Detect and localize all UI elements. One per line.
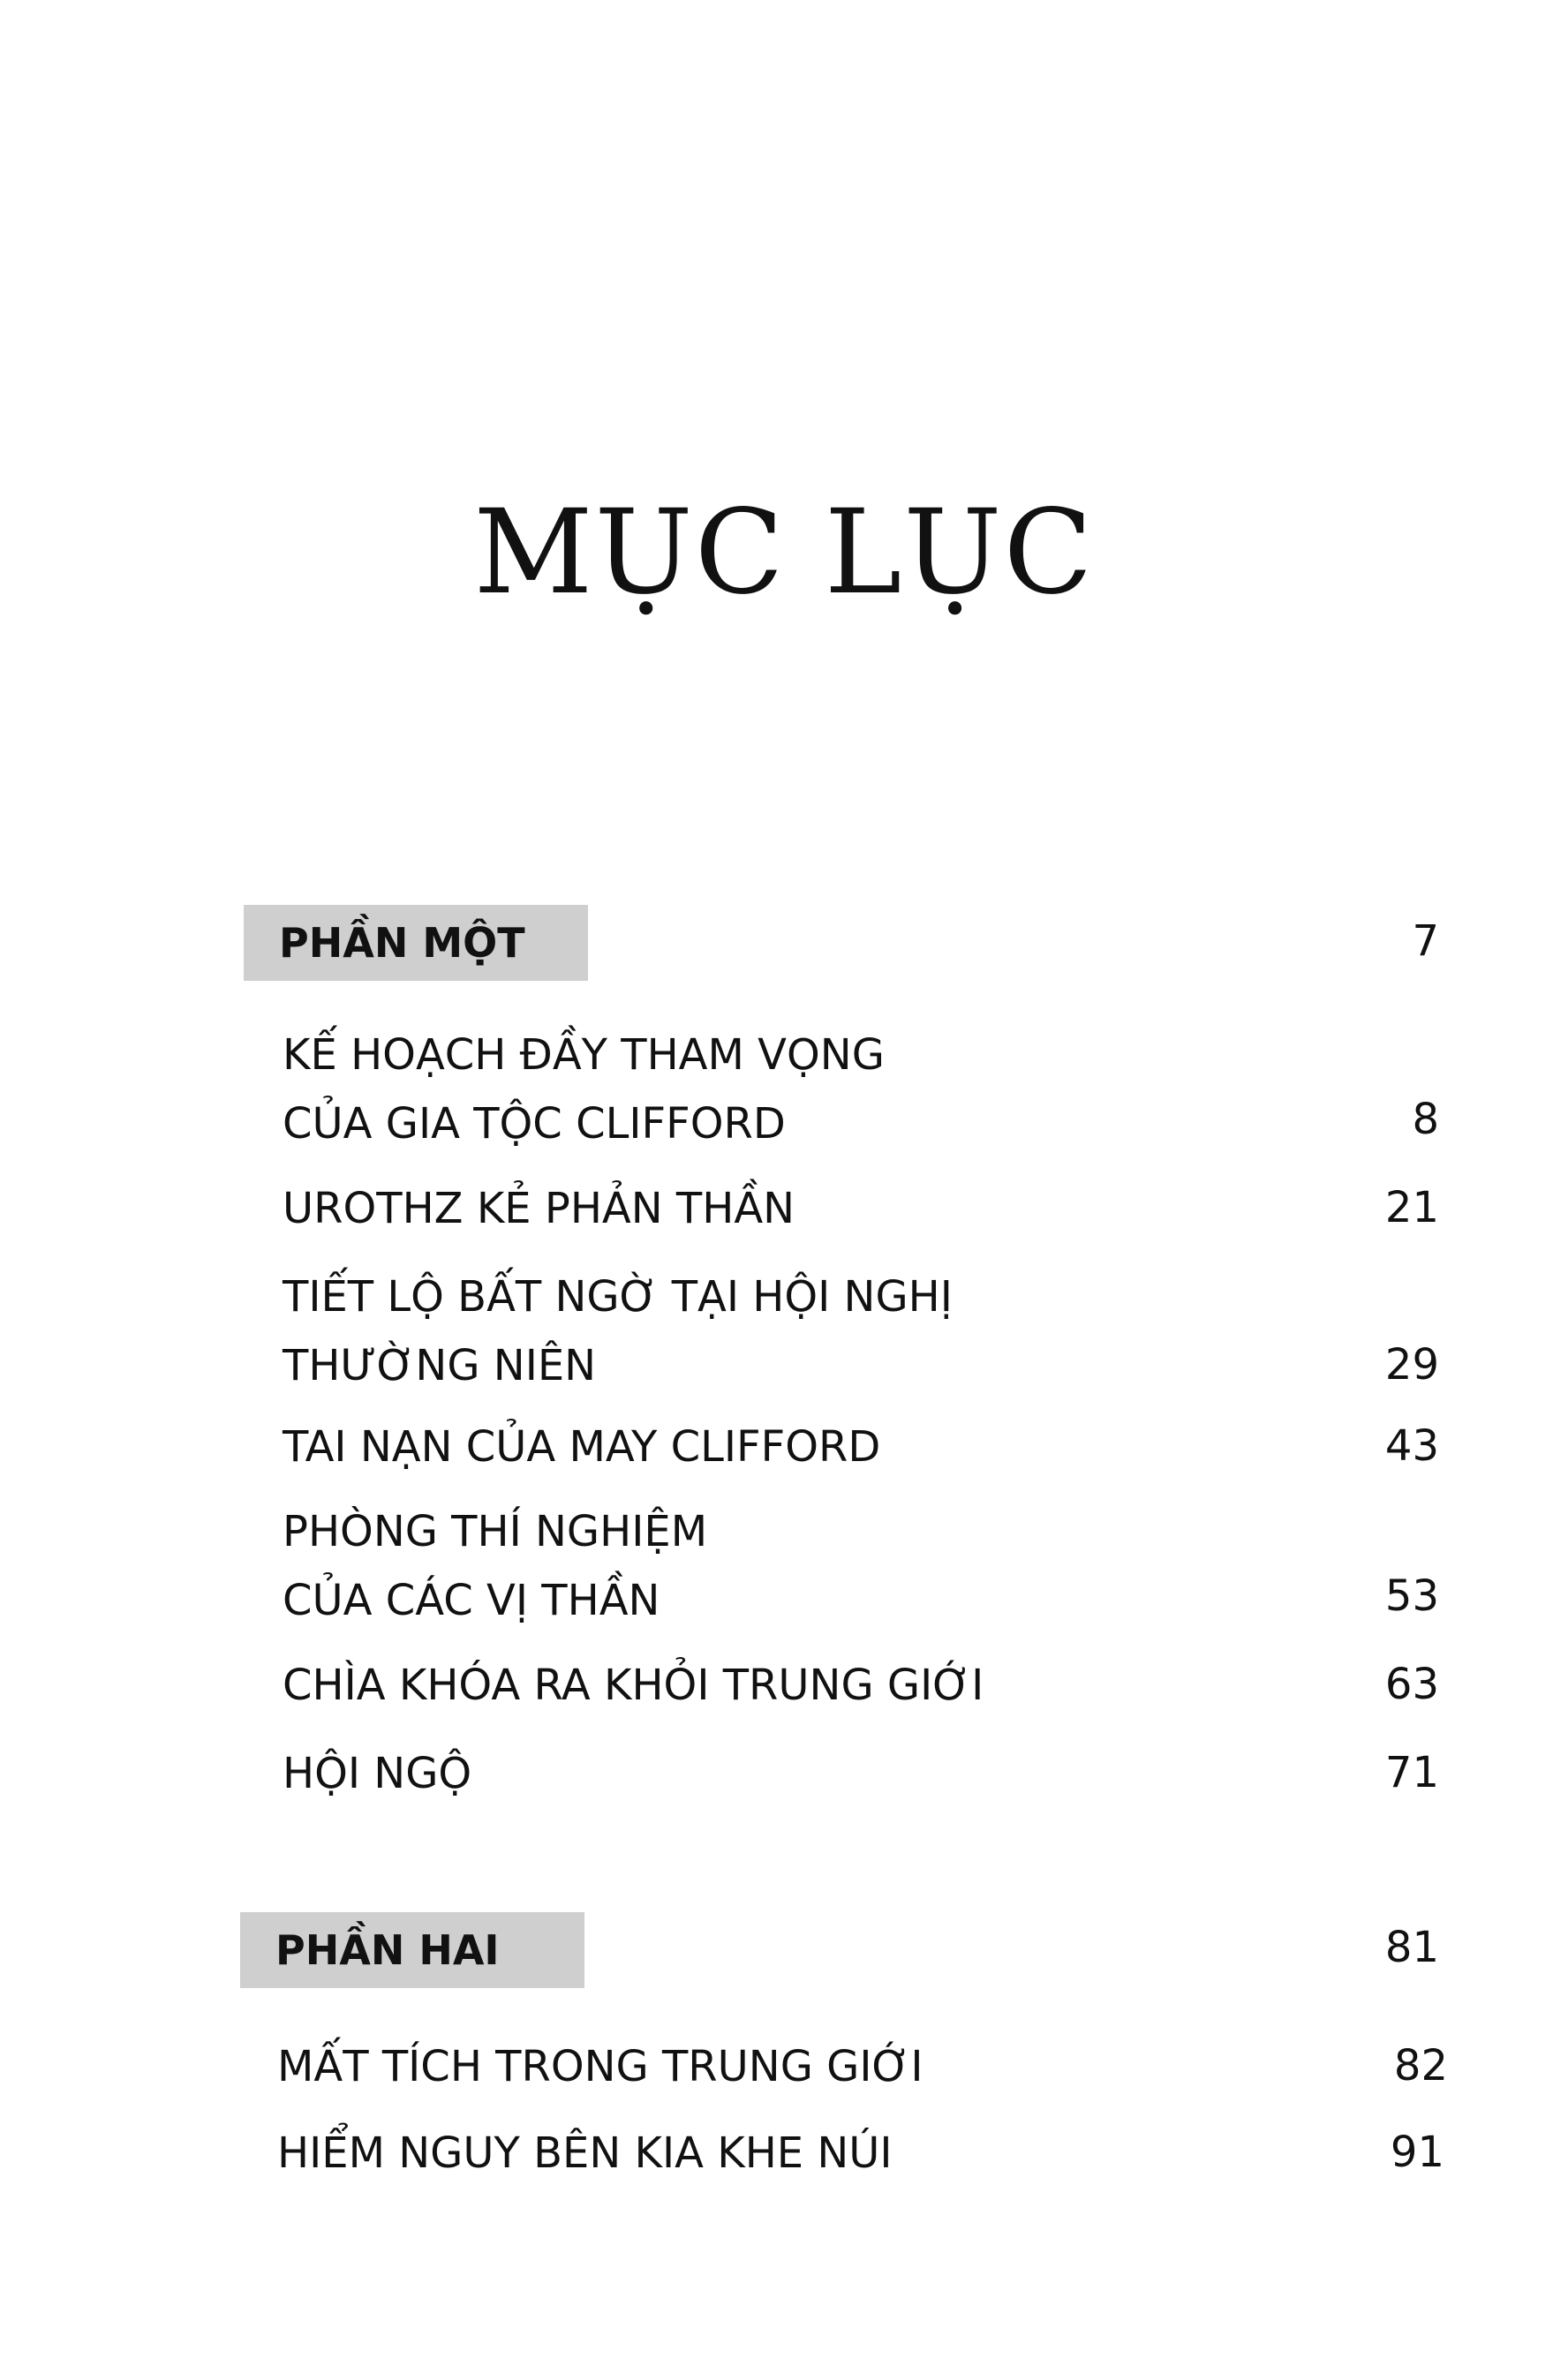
toc-entry-line: UROTHZ KẺ PHẢN THẦN <box>283 1184 795 1233</box>
part-page-number: 81 <box>1384 1923 1439 1972</box>
toc-entry <box>283 1739 1165 1808</box>
toc-page-number: 91 <box>1390 2128 1444 2177</box>
toc-entry-line: TIẾT LỘ BẤT NGỜ TẠI HỘI NGHỊ <box>283 1272 953 1322</box>
toc-entry-line: TAI NẠN CỦA MAY CLIFFORD <box>283 1422 881 1472</box>
toc-entry <box>277 2119 1160 2188</box>
toc-entry-line: THƯỜNG NIÊN <box>283 1341 597 1390</box>
toc-entry-line: KẾ HOẠCH ĐẦY THAM VỌNG <box>283 1030 885 1080</box>
toc-page-number: 8 <box>1412 1095 1439 1144</box>
toc-page-number: 21 <box>1384 1183 1439 1232</box>
toc-entry <box>283 1262 1165 1400</box>
toc-page-number: 71 <box>1384 1748 1439 1797</box>
toc-entry-line: HỘI NGỘ <box>283 1749 472 1798</box>
toc-page-number: 53 <box>1384 1571 1439 1621</box>
toc-entry-line: CỦA GIA TỘC CLIFFORD <box>283 1099 786 1149</box>
toc-entry-line: HIỂM NGUY BÊN KIA KHE NÚI <box>277 2128 893 2178</box>
toc-entry <box>283 1174 1165 1243</box>
toc-entry <box>277 2032 1160 2101</box>
toc-entry <box>283 1412 1165 1481</box>
toc-page-number: 43 <box>1384 1421 1439 1471</box>
part-heading: PHẦN HAI <box>240 1912 584 1988</box>
toc-entry-line: PHÒNG THÍ NGHIỆM <box>283 1507 708 1556</box>
toc-entry <box>283 1651 1165 1720</box>
toc-page-number: 63 <box>1384 1660 1439 1709</box>
part-heading: PHẦN MỘT <box>244 905 588 981</box>
toc-page-number: 29 <box>1384 1340 1439 1390</box>
toc-entry-line: MẤT TÍCH TRONG TRUNG GIỚI <box>277 2042 923 2091</box>
toc-entry <box>283 1497 1165 1635</box>
part-page-number: 7 <box>1412 916 1439 966</box>
toc-entry-line: CHÌA KHÓA RA KHỎI TRUNG GIỚI <box>283 1661 984 1710</box>
toc-page-number: 82 <box>1393 2041 1448 2090</box>
toc-entry <box>283 1021 1165 1158</box>
page-title: MỤC LỤC <box>473 485 1095 621</box>
toc-entry-line: CỦA CÁC VỊ THẦN <box>283 1576 660 1625</box>
